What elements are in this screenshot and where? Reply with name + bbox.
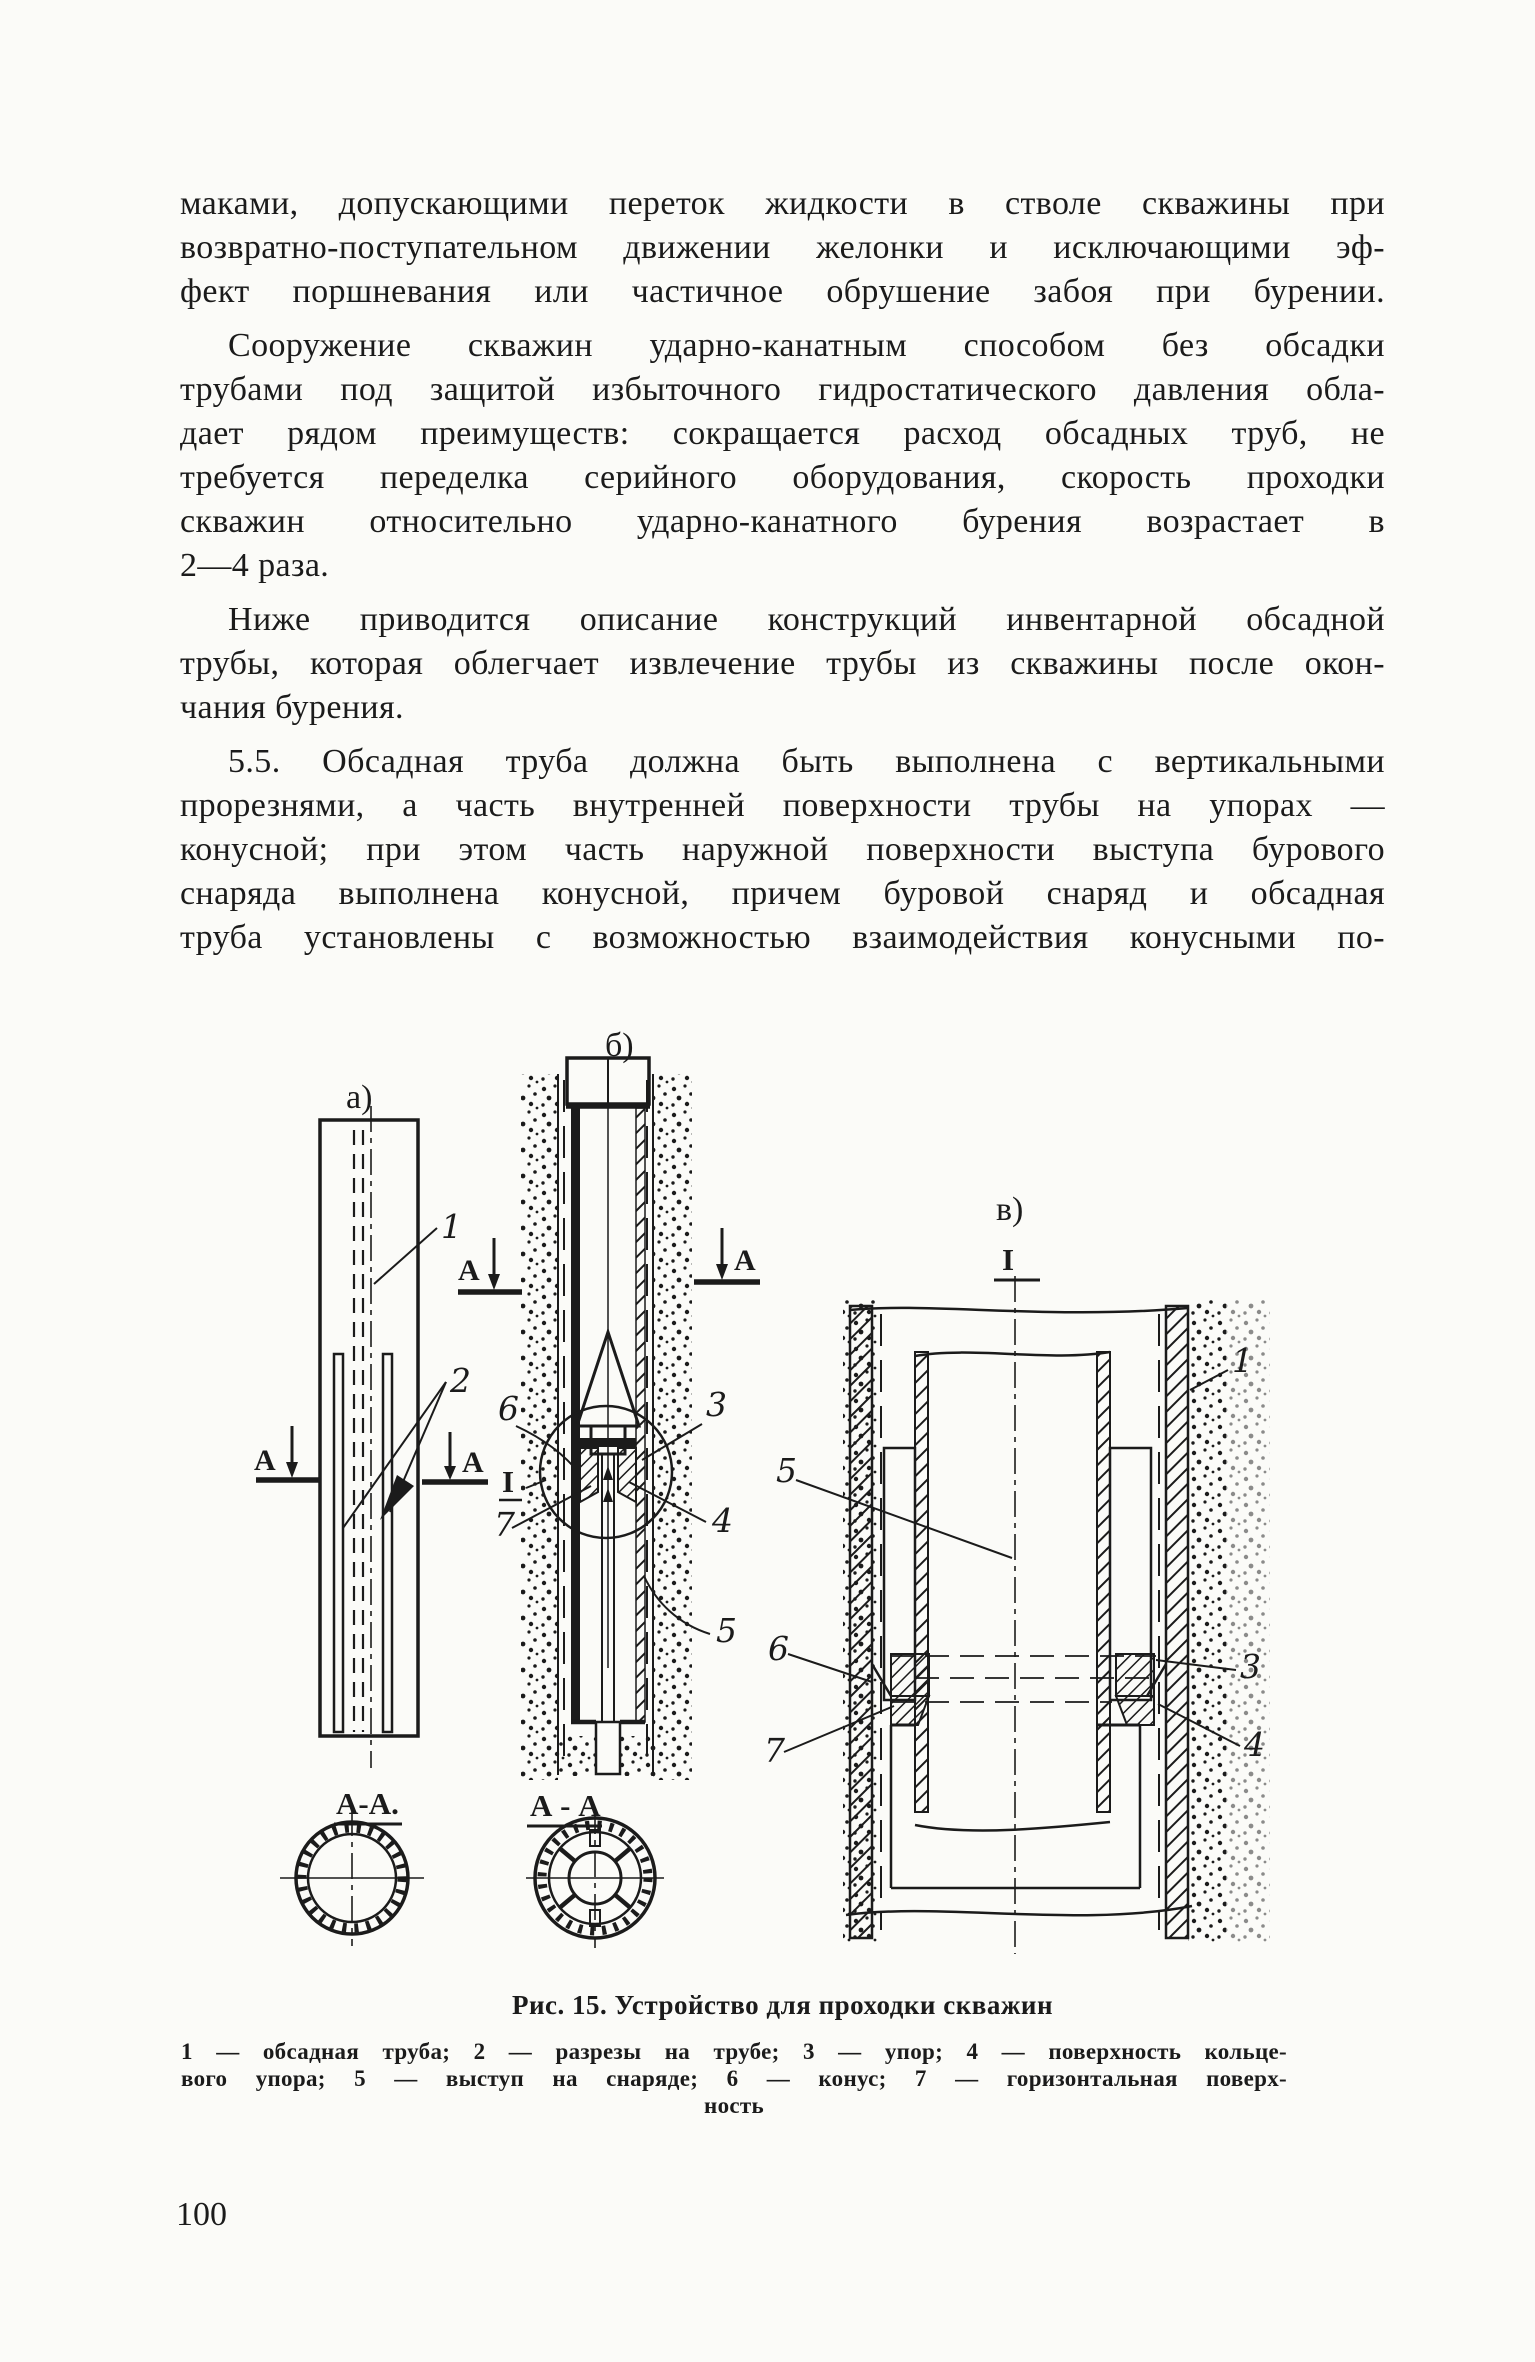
drill-tube-wall-right [1097, 1352, 1110, 1812]
text-line: Сооружение скважин ударно-канатным способом без обсадки [228, 327, 1385, 364]
section-marker-b-left [458, 1238, 522, 1292]
detail-mark: I [502, 1464, 515, 1499]
legend-line: 1 — обсадная труба; 2 — разрезы на трубе; 3 — упор; 4 — поверхность кольце- [181, 2039, 1287, 2064]
text-line: снаряда выполнена конусной, причем буровой снаряд и обсадная [180, 875, 1385, 912]
tube-slot [383, 1354, 392, 1732]
break-line [915, 1822, 1110, 1830]
view-label-a: а) [346, 1079, 373, 1116]
text-line: труба установлены с возможностью взаимодействия конусными по- [180, 919, 1385, 956]
legend-line: вого упора; 5 — выступ на снаряде; 6 — конус; 7 — горизонтальная поверх- [181, 2066, 1287, 2091]
cone-stop-right [618, 1448, 636, 1502]
cone-stop-left [580, 1448, 598, 1502]
figure-15-drawing [150, 980, 1400, 1980]
drill-tube-wall-left [915, 1352, 928, 1812]
break-line [850, 1308, 1188, 1312]
part-label-4: 4 [712, 1501, 733, 1540]
figure-caption: Рис. 15. Устройство для проходки скважин [511, 1990, 1054, 2020]
ground-dots [558, 1736, 596, 1776]
paragraph [180, 182, 1385, 314]
section-marker-a-right [422, 1432, 488, 1482]
leader-arrowhead [380, 1475, 414, 1520]
section-letter: А [734, 1244, 756, 1277]
text-line: скважин относительно ударно-канатного бурения возрастает в [180, 503, 1385, 540]
ground-dots [1226, 1300, 1270, 1942]
part-label-5: 5 [716, 1611, 737, 1650]
figure-diagram-a [254, 1079, 488, 1946]
view-label-v: в) [996, 1191, 1024, 1228]
paragraph [180, 598, 1385, 730]
cone-block-right [1116, 1696, 1154, 1725]
rod-extension [596, 1722, 620, 1774]
legend-line: ность [704, 2093, 764, 2118]
view-label-b: б) [605, 1027, 634, 1064]
leader-line-2 [343, 1382, 446, 1528]
stop-band [580, 1438, 636, 1447]
part-label-7: 7 [764, 1731, 785, 1770]
page-number: 100 [176, 2196, 227, 2233]
break-line [846, 1906, 1192, 1915]
part-label-4: 4 [1244, 1725, 1265, 1764]
casing-wall-left [850, 1306, 872, 1938]
leader-line-1 [374, 1228, 437, 1284]
break-line [915, 1352, 1110, 1356]
part-label-6: 6 [768, 1629, 789, 1668]
text-line: возвратно-поступательном движении желонки и исключающими эф- [180, 229, 1385, 266]
body-text [180, 182, 1385, 960]
part-label-2: 2 [450, 1361, 471, 1400]
section-view-a-circle [280, 1810, 424, 1946]
text-line: требуется переделка серийного оборудования, скорость проходки [180, 459, 1385, 496]
figure-diagram-b [458, 1027, 760, 1948]
section-marker-a-left [254, 1426, 320, 1480]
figure-diagram-v [764, 1191, 1270, 1954]
figure-legend [181, 2038, 1287, 2119]
ground-dots [620, 1736, 653, 1776]
paragraph [180, 324, 1385, 588]
tube-slot [334, 1354, 343, 1732]
section-view-b-circle [526, 1808, 664, 1948]
text-line: фект поршневания или частичное обрушение забоя при бурении. [180, 273, 1385, 310]
stop-block-left [891, 1654, 929, 1696]
section-letter: А [458, 1254, 480, 1287]
flow-arrow-icon [603, 1488, 613, 1502]
ground-dots [653, 1074, 692, 1780]
part-label-5: 5 [776, 1451, 797, 1490]
part-label-3: 3 [1240, 1647, 1261, 1686]
section-letter: А [254, 1444, 276, 1477]
ground-dots [1188, 1300, 1226, 1942]
part-label-3: 3 [706, 1385, 727, 1424]
detail-mark: I [1002, 1242, 1015, 1277]
section-marker-b-right [694, 1228, 760, 1282]
part-label-1: 1 [441, 1207, 462, 1246]
text-line: трубами под защитой избыточного гидростатического давления обла- [180, 371, 1385, 408]
casing-wall-right [1166, 1306, 1188, 1938]
text-line: 2—4 раза. [180, 547, 330, 584]
text-line: 5.5. Обсадная труба должна быть выполнена с вертикальными [228, 743, 1385, 780]
text-line: маками, допускающими переток жидкости в стволе скважины при [180, 185, 1385, 222]
paragraph [180, 740, 1385, 960]
text-line: прорезнями, а часть внутренней поверхности трубы на упорах — [180, 787, 1385, 824]
stop-block-right [1116, 1654, 1154, 1696]
section-title-b: А - А [530, 1788, 601, 1823]
part-label-7: 7 [494, 1505, 515, 1544]
ground-dots [521, 1074, 558, 1780]
part-label-1: 1 [1232, 1341, 1253, 1380]
text-line: конусной; при этом часть наружной поверхности выступа бурового [180, 831, 1385, 868]
leader-line-5 [796, 1480, 1012, 1558]
text-line: трубы, которая облегчает извлечение трубы из скважины после окон- [180, 645, 1385, 682]
section-letter: А [462, 1446, 484, 1479]
section-title-a: А-А. [336, 1786, 399, 1821]
text-line: Ниже приводится описание конструкций инвентарной обсадной [228, 601, 1385, 638]
text-line: дает рядом преимуществ: сокращается расход обсадных труб, не [180, 415, 1385, 452]
part-label-6: 6 [498, 1389, 519, 1428]
text-line: чания бурения. [180, 689, 404, 726]
flow-arrow-icon [603, 1466, 613, 1480]
